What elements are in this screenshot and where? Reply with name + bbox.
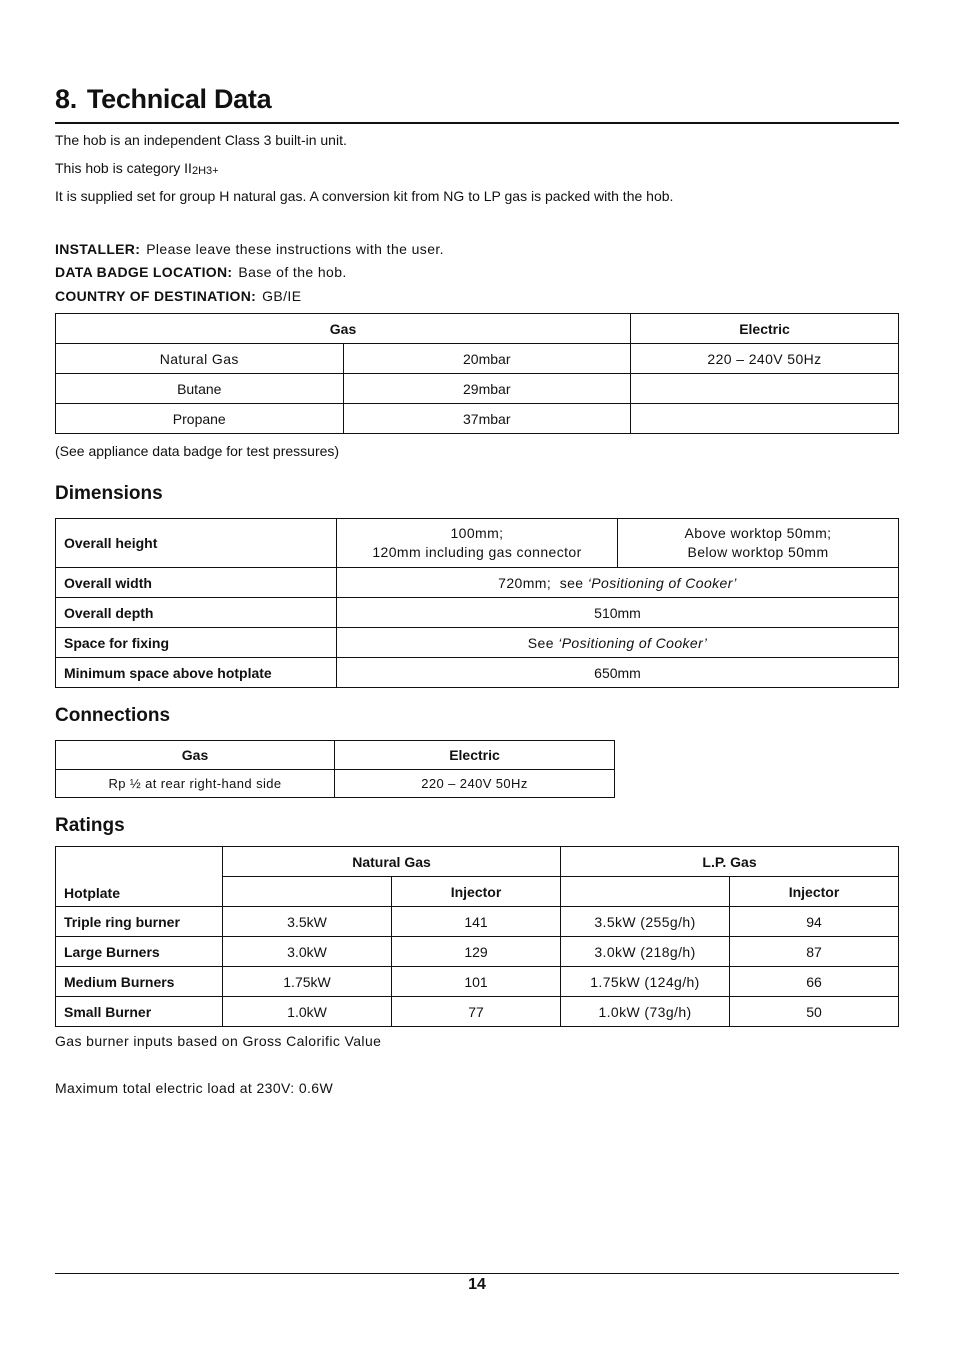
supply-footnote: (See appliance data badge for test pressures) (55, 443, 340, 459)
overall-width-label: Overall width (56, 568, 337, 598)
worktop-value-line: Below worktop 50mm (687, 544, 829, 560)
space-fixing-label: Space for fixing (56, 628, 337, 658)
title-rule (55, 122, 899, 124)
lp-power: 3.5kW (255g/h) (561, 907, 730, 937)
table-row (56, 658, 899, 688)
badge-note (55, 263, 347, 281)
table-row (56, 344, 899, 374)
ng-power: 3.0kW (223, 937, 392, 967)
burner-name: Large Burners (56, 937, 223, 967)
gas-connection: Rp ½ at rear right-hand side (56, 770, 335, 798)
intro-line-1: The hob is an independent Class 3 built-in unit. (55, 132, 347, 148)
gas-type: Natural Gas (56, 344, 344, 374)
gas-pressure: 20mbar (343, 344, 631, 374)
table-header-row (56, 741, 615, 770)
page-number: 14 (468, 1276, 486, 1293)
badge-text: Base of the hob. (238, 264, 347, 280)
table-row (56, 568, 899, 598)
country-note (55, 287, 301, 305)
header-ng-injector: Injector (392, 877, 561, 907)
table-row (56, 374, 899, 404)
ng-injector: 129 (392, 937, 561, 967)
overall-height-value (337, 519, 618, 568)
overall-depth-value: 510mm (337, 598, 899, 628)
dimensions-table (55, 518, 899, 688)
overall-height-label: Overall height (56, 519, 337, 568)
overall-width-value (337, 568, 899, 598)
lp-injector: 94 (730, 907, 899, 937)
table-row (56, 907, 899, 937)
country-text: GB/IE (262, 288, 302, 304)
footer-rule (55, 1273, 899, 1274)
installer-label: INSTALLER: (55, 241, 141, 257)
header-lp-injector: Injector (730, 877, 899, 907)
gas-pressure: 37mbar (343, 404, 631, 434)
ng-injector: 77 (392, 997, 561, 1027)
electric-supply: 220 – 240V 50Hz (631, 344, 899, 374)
lp-injector: 66 (730, 967, 899, 997)
installer-note (55, 240, 444, 258)
header-electric: Electric (631, 314, 899, 344)
electric-supply (631, 374, 899, 404)
table-header-row (56, 847, 899, 877)
width-value-text: 720mm; see (498, 574, 588, 591)
ng-injector: 141 (392, 907, 561, 937)
overall-depth-label: Overall depth (56, 598, 337, 628)
supply-table (55, 313, 899, 434)
installer-text: Please leave these instructions with the user. (146, 241, 444, 257)
table-row (56, 770, 615, 798)
header-gas: Gas (56, 314, 631, 344)
dimensions-heading: Dimensions (55, 483, 163, 504)
electric-supply (631, 404, 899, 434)
section-title: Technical Data (86, 84, 272, 114)
lp-power: 1.75kW (124g/h) (561, 967, 730, 997)
ratings-heading: Ratings (55, 815, 125, 836)
lp-injector: 50 (730, 997, 899, 1027)
lp-injector: 87 (730, 937, 899, 967)
header-lp-gas: L.P. Gas (561, 847, 899, 877)
lp-power: 3.0kW (218g/h) (561, 937, 730, 967)
ng-injector: 101 (392, 967, 561, 997)
header-electric: Electric (335, 741, 615, 770)
header-lp-power (561, 877, 730, 907)
intro-line-2 (55, 159, 219, 179)
connections-heading: Connections (55, 705, 171, 726)
table-row (56, 404, 899, 434)
gas-type: Butane (56, 374, 344, 404)
fixing-value-reference: ‘Positioning of Cooker’ (558, 634, 708, 651)
burner-name: Triple ring burner (56, 907, 223, 937)
section-number: 8. (55, 84, 77, 114)
overall-height-worktop (618, 519, 899, 568)
burner-name: Medium Burners (56, 967, 223, 997)
category-subscript: 2H3+ (191, 165, 219, 177)
page-title (55, 84, 899, 115)
table-row (56, 598, 899, 628)
worktop-value-line: Above worktop 50mm; (684, 525, 832, 541)
width-value-reference: ‘Positioning of Cooker’ (587, 574, 737, 591)
badge-label: DATA BADGE LOCATION: (55, 264, 233, 280)
header-natural-gas: Natural Gas (223, 847, 561, 877)
header-hotplate: Hotplate (56, 847, 223, 907)
country-label: COUNTRY OF DESTINATION: (55, 288, 257, 304)
header-ng-power (223, 877, 392, 907)
burner-name: Small Burner (56, 997, 223, 1027)
ratings-footnote-2: Maximum total electric load at 230V: 0.6W (55, 1080, 334, 1096)
header-gas: Gas (56, 741, 335, 770)
ng-power: 3.5kW (223, 907, 392, 937)
intro-line-3: It is supplied set for group H natural gas. A conversion kit from NG to LP gas is packed with the hob. (55, 188, 674, 204)
table-row (56, 967, 899, 997)
space-fixing-value (337, 628, 899, 658)
ng-power: 1.75kW (223, 967, 392, 997)
table-row (56, 997, 899, 1027)
category-text: This hob is category II (55, 160, 192, 176)
fixing-value-text: See (527, 634, 559, 651)
table-row (56, 937, 899, 967)
gas-type: Propane (56, 404, 344, 434)
connections-table (55, 740, 615, 798)
height-value-line: 120mm including gas connector (372, 544, 582, 560)
ng-power: 1.0kW (223, 997, 392, 1027)
ratings-footnote-1: Gas burner inputs based on Gross Calorific Value (55, 1033, 382, 1049)
electric-connection: 220 – 240V 50Hz (335, 770, 615, 798)
height-value-line: 100mm; (450, 525, 504, 541)
table-row (56, 519, 899, 568)
gas-pressure: 29mbar (343, 374, 631, 404)
lp-power: 1.0kW (73g/h) (561, 997, 730, 1027)
table-row (56, 628, 899, 658)
table-header-row (56, 314, 899, 344)
ratings-table (55, 846, 899, 1027)
min-space-value: 650mm (337, 658, 899, 688)
min-space-label: Minimum space above hotplate (56, 658, 337, 688)
